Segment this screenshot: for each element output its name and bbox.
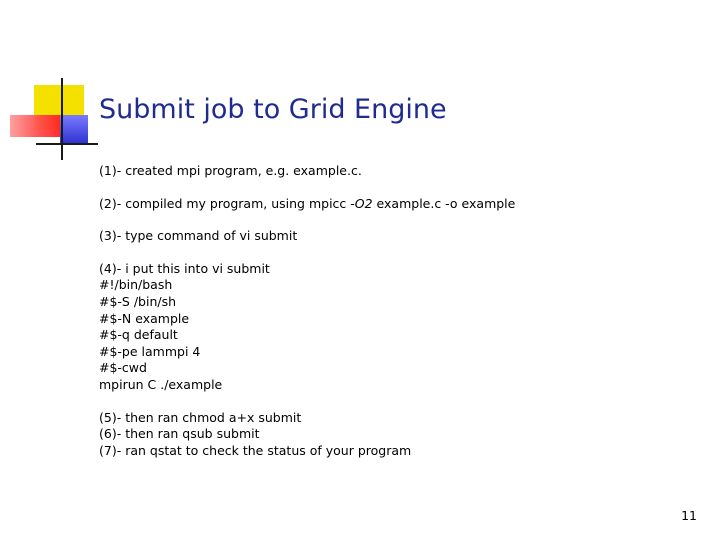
script-line: #$-S /bin/sh bbox=[99, 293, 177, 309]
step-1: (1)- created mpi program, e.g. example.c. bbox=[99, 163, 362, 178]
step-5: (5)- then ran chmod a+x submit bbox=[99, 409, 302, 425]
step-4-block bbox=[99, 261, 699, 394]
step-3: (3)- type command of vi submit bbox=[99, 228, 298, 244]
step-2-prefix: (2)- compiled my program, using mpicc - bbox=[99, 195, 355, 211]
decorative-logo-block bbox=[0, 0, 100, 170]
horizontal-line bbox=[36, 143, 98, 145]
script-line: #$-pe lammpi 4 bbox=[99, 343, 201, 359]
slide-title: Submit job to Grid Engine bbox=[99, 94, 447, 125]
script-line: #$-q default bbox=[99, 327, 178, 343]
step-2 bbox=[99, 196, 699, 213]
red-bar bbox=[10, 115, 60, 137]
script-line: #$-N example bbox=[99, 310, 190, 326]
script-line: mpirun C ./example bbox=[99, 376, 223, 392]
blue-square bbox=[60, 115, 88, 145]
slide-body bbox=[99, 163, 699, 459]
page-number: 11 bbox=[681, 508, 697, 523]
step-7: (7)- ran qstat to check the status of your program bbox=[99, 442, 412, 458]
script-line: #$-cwd bbox=[99, 360, 147, 376]
step-4-line: (4)- i put this into vi submit bbox=[99, 260, 270, 276]
step-2-flag: O2 bbox=[354, 195, 373, 211]
vertical-line bbox=[61, 78, 63, 160]
steps-5-to-7 bbox=[99, 410, 699, 460]
step-2-suffix: example.c -o example bbox=[372, 195, 516, 211]
script-line: #!/bin/bash bbox=[99, 277, 173, 293]
step-6: (6)- then ran qsub submit bbox=[99, 426, 260, 442]
